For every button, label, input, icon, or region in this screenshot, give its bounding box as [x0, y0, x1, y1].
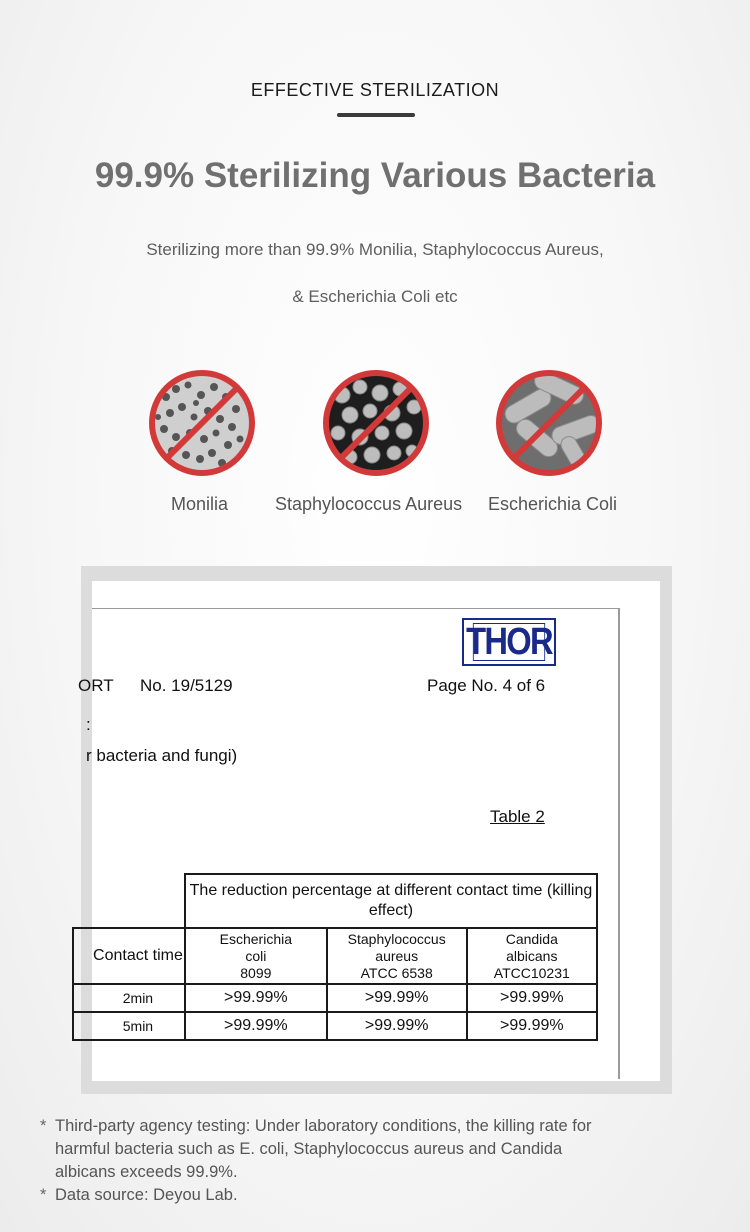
ecoli-crossed-icon	[493, 367, 605, 479]
page-title: 99.9% Sterilizing Various Bacteria	[94, 156, 656, 195]
report-title-fragment: ORT	[78, 676, 114, 695]
table-row: 2min >99.99% >99.99% >99.99%	[73, 984, 597, 1012]
monilia-crossed-icon	[146, 367, 258, 479]
section-eyebrow: EFFECTIVE STERILIZATION	[250, 80, 500, 100]
table-caption: Table 2	[490, 807, 545, 826]
report-page-number: Page No. 4 of 6	[427, 676, 546, 695]
table-row-header: Contact time	[73, 928, 185, 984]
table-group-header: The reduction percentage at different contact time (killing effect)	[185, 874, 597, 928]
eyebrow-underline	[337, 113, 415, 117]
asterisk-icon: *	[40, 1117, 47, 1135]
subtitle-line-1: Sterilizing more than 99.9% Monilia, Staphylococcus Aureus,	[146, 240, 604, 259]
table-col-header-candida: Candida albicans ATCC10231	[467, 928, 597, 984]
report-colon-fragment: :	[86, 715, 91, 734]
asterisk-icon: *	[40, 1186, 47, 1204]
results-table	[72, 873, 598, 1041]
report-subtitle-fragment: r bacteria and fungi)	[86, 746, 238, 765]
staphylococcus-crossed-icon	[320, 367, 432, 479]
subtitle-line-2: & Escherichia Coli etc	[292, 287, 458, 306]
report-content	[78, 581, 618, 1081]
table-col-header-staph: Staphylococcus aureus ATCC 6538	[327, 928, 467, 984]
table-row: 5min >99.99% >99.99% >99.99%	[73, 1012, 597, 1040]
footnote-source: * Data source: Deyou Lab.	[40, 1184, 238, 1207]
report-number: No. 19/5129	[140, 676, 233, 695]
thor-logo: THOR	[462, 618, 556, 666]
bacteria-label-staphylococcus: Staphylococcus Aureus	[275, 494, 463, 514]
footnote-testing: * Third-party agency testing: Under laboratory conditions, the killing rate for harmful bacteria such as E. coli, Staphylococcus aureus and Candida albicans exceeds 99.9%.	[40, 1117, 592, 1181]
table-col-header-ecoli: Escherichia coli 8099	[185, 928, 327, 984]
bacteria-label-monilia: Monilia	[171, 494, 229, 514]
table-corner	[73, 874, 185, 928]
report-border-right	[618, 609, 620, 1079]
bacteria-label-ecoli: Escherichia Coli	[488, 494, 618, 514]
